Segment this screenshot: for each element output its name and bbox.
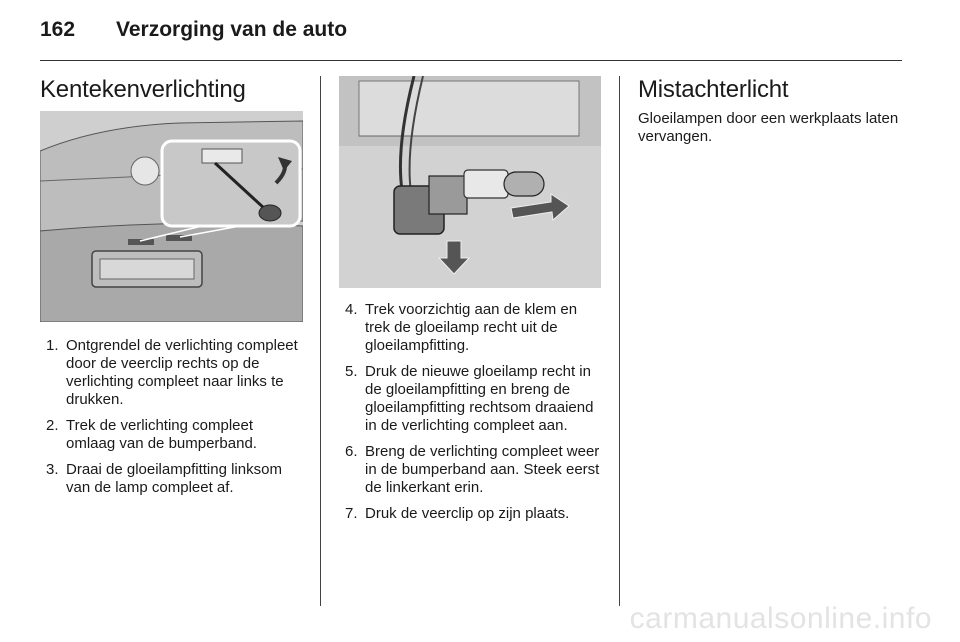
list-item: 7. Druk de veerclip op zijn plaats.	[345, 505, 570, 522]
list-item: 3. Draai de gloeilampfitting linksom van de lamp compleet af.	[46, 461, 282, 496]
steps-list-middle	[345, 301, 603, 531]
tailgate-illustration	[40, 111, 303, 322]
rear-fog-light-text: Gloeilampen door een werkplaats laten vervangen.	[638, 110, 899, 145]
watermark-text: carmanualsonline.info	[629, 602, 932, 635]
license-plate-light-illustration	[40, 111, 303, 322]
page-header	[40, 16, 900, 62]
section-title-license-plate-light: Kentekenverlichting	[40, 76, 246, 103]
running-title: Verzorging van de auto	[116, 18, 348, 41]
list-item: 2. Trek de verlichting compleet omlaag van de bumperband.	[46, 417, 257, 452]
bulb-replacement-illustration	[339, 76, 601, 288]
list-item: 4. Trek voorzichtig aan de klem en trek de gloeilamp recht uit de gloeilampfitting.	[345, 301, 578, 354]
bulb-socket-illustration	[339, 76, 601, 288]
list-item: 5. Druk de nieuwe gloeilamp recht in de gloeilampfitting en breng de gloeilampfitting rechtsom draaiend in de verlichting compleet aan.	[345, 363, 594, 434]
column-divider-1	[320, 76, 321, 606]
column-divider-2	[619, 76, 620, 606]
list-item: 1. Ontgrendel de verlichting compleet door de veerclip rechts op de verlichting compleet naar links te drukken.	[46, 337, 298, 408]
section-title-rear-fog-light: Mistachterlicht	[638, 76, 789, 103]
steps-list-left	[46, 337, 304, 505]
page-number: 162	[40, 18, 76, 41]
header-rule	[40, 60, 902, 61]
list-item: 6. Breng de verlichting compleet weer in de bumperband aan. Steek eerst de linkerkant erin.	[345, 443, 600, 496]
